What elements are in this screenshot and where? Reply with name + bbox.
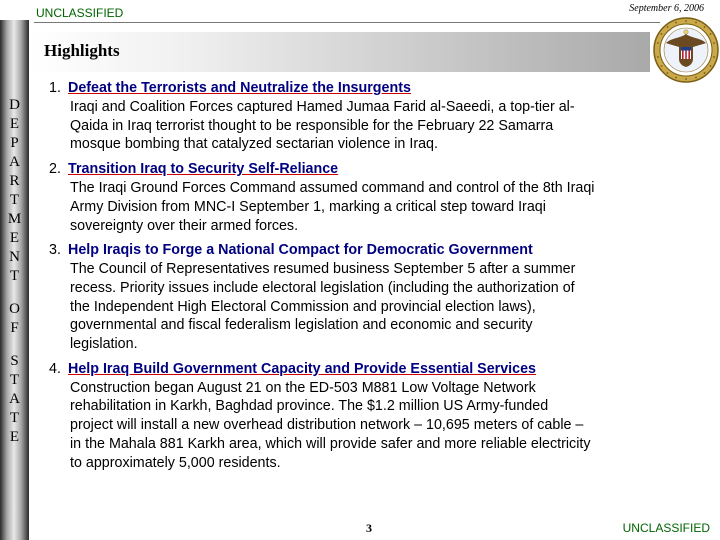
- sidebar-letter: O: [9, 301, 20, 317]
- item-body-line: Construction began August 21 on the ED-503 M881 Low Voltage Network: [70, 379, 536, 396]
- sidebar-letter: A: [9, 391, 20, 407]
- item-body-line: Qaida in Iraq terrorist thought to be responsible for the February 22 Samarra: [70, 117, 554, 134]
- item-title: Help Iraqis to Forge a National Compact for Democratic Government: [68, 242, 533, 259]
- item-body: [68, 260, 704, 354]
- department-seal-icon: [652, 16, 720, 84]
- item-body-line: Army Division from MNC-I September 1, marking a critical step toward Iraqi: [70, 198, 546, 215]
- page-number: 3: [366, 521, 372, 535]
- sidebar-department-of-state: [0, 96, 29, 447]
- item-body-line: to approximately 5,000 residents.: [70, 454, 281, 471]
- item-body-line: rehabilitation in Karkh, Baghdad province. The $1.2 million US Army-funded: [70, 398, 549, 415]
- item-body-line: Iraqi and Coalition Forces captured Hamed Jumaa Farid al-Saeedi, a top-tier al-: [70, 99, 575, 115]
- sidebar-letter: M: [7, 211, 22, 227]
- item-body-line: recess. Priority issues include electoral legislation (including the authorization of: [70, 279, 575, 296]
- item-number: 4.: [49, 360, 61, 377]
- sidebar-letter: E: [9, 429, 20, 445]
- sidebar-letter: E: [9, 230, 20, 246]
- page-title: Highlights: [44, 41, 120, 60]
- item-body: [68, 179, 704, 235]
- item-title: Transition Iraq to Security Self-Reliance: [68, 161, 339, 178]
- header-divider: [34, 22, 660, 23]
- item-body: [68, 98, 704, 154]
- sidebar-letter: D: [9, 97, 20, 113]
- item-title: Defeat the Terrorists and Neutralize the Insurgents: [68, 80, 411, 96]
- sidebar-letter: F: [10, 320, 19, 336]
- item-body: [68, 379, 704, 473]
- item-body-line: mosque bombing that catalyzed sectarian violence in Iraq.: [70, 136, 438, 153]
- footer-classification: UNCLASSIFIED: [622, 521, 710, 535]
- item-title: Help Iraq Build Government Capacity and Provide Essential Services: [68, 360, 536, 377]
- sidebar-letter: E: [9, 116, 20, 132]
- header-classification: UNCLASSIFIED: [36, 6, 124, 20]
- sidebar-letter: T: [9, 372, 20, 388]
- item-body-line: the Independent High Electoral Commission and provincial election laws),: [70, 298, 536, 315]
- item-body-line: governmental and fiscal federalism legislation and economic and security: [70, 317, 533, 334]
- item-number: 2.: [49, 161, 61, 178]
- item-body-line: The Iraqi Ground Forces Command assumed command and control of the 8th Iraqi: [70, 180, 595, 197]
- sidebar-letter: S: [10, 353, 19, 369]
- item-body-line: The Council of Representatives resumed business September 5 after a summer: [70, 261, 576, 278]
- sidebar-letter: N: [9, 249, 20, 265]
- highlights-list: [44, 78, 704, 477]
- item-body-line: in the Mahala 881 Karkh area, which will provide safer and more reliable electricity: [70, 435, 591, 452]
- header-date: September 6, 2006: [629, 3, 704, 14]
- title-band: [30, 32, 650, 72]
- sidebar-spacer: [0, 286, 29, 300]
- item-number: 3.: [49, 242, 61, 259]
- highlight-item: [44, 240, 704, 354]
- item-body-line: legislation.: [70, 336, 138, 353]
- item-body-line: sovereignty over their armed forces.: [70, 217, 299, 234]
- sidebar-letter: T: [9, 192, 20, 208]
- sidebar-letter: T: [9, 410, 20, 426]
- highlight-item: [44, 359, 704, 473]
- sidebar-letter: R: [9, 173, 20, 189]
- sidebar-spacer: [0, 338, 29, 352]
- item-body-line: project will install a new overhead distribution network – 10,695 meters of cable –: [70, 417, 584, 434]
- highlight-item: [44, 159, 704, 235]
- highlight-item: [44, 78, 704, 154]
- sidebar-letter: T: [9, 268, 20, 284]
- item-number: 1.: [49, 80, 61, 96]
- sidebar-letter: A: [9, 154, 20, 170]
- sidebar-letter: P: [10, 135, 19, 151]
